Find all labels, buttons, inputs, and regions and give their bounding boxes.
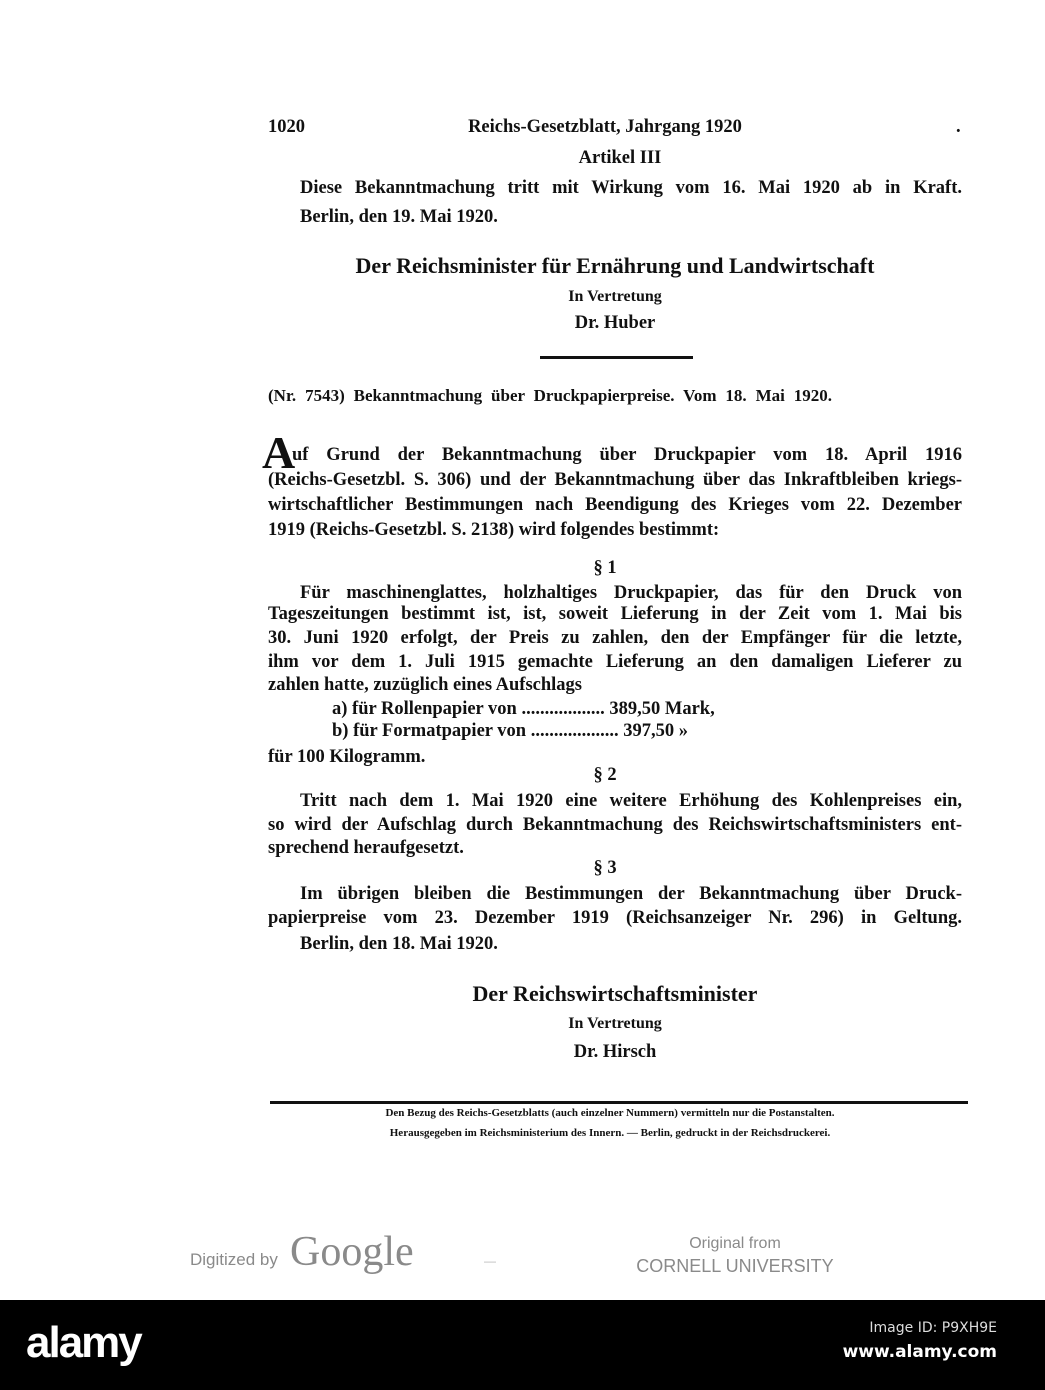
footer-line: Den Bezug des Reichs-Gesetzblatts (auch einzelner Nummern) vermitteln nur die Postanstalten. (385, 1107, 835, 1119)
section-line: Für maschinenglattes, holzhaltiges Druckpapier, das für den Druck von (300, 583, 962, 603)
section-tail: für 100 Kilogramm. (268, 747, 426, 767)
intro-line: wirtschaftlicher Bestimmungen nach Beendigung des Krieges vom 22. Dezember (268, 495, 962, 515)
place-date: Berlin, den 18. Mai 1920. (300, 934, 498, 954)
article-text: Diese Bekanntmachung tritt mit Wirkung vom 16. Mai 1920 ab in Kraft. (300, 178, 962, 198)
intro-line: (Reichs-Gesetzbl. S. 306) und der Bekanntmachung über das Inkraftbleiben kriegs- (268, 470, 962, 490)
running-title: Reichs-Gesetzblatt, Jahrgang 1920 (468, 117, 742, 137)
section-line: so wird der Aufschlag durch Bekanntmachung des Reichswirtschaftsministers ent- (268, 815, 962, 835)
section-line: 30. Juni 1920 erfolgt, der Preis zu zahlen, den der Empfänger für die letzte, (268, 628, 962, 648)
header-dot: . (956, 117, 961, 137)
signer: Dr. Hirsch (573, 1042, 657, 1062)
item-value: 397,50 (623, 721, 675, 741)
section-line: ihm vor dem 1. Juli 1915 gemachte Lieferung an den damaligen Lieferer zu (268, 652, 962, 672)
price-item-a (332, 698, 715, 720)
item-unit: Mark, (664, 699, 715, 719)
section-heading: § 1 (593, 558, 617, 578)
alamy-url: www.alamy.com (842, 1342, 997, 1362)
notice-title: (Nr. 7543) Bekanntmachung über Druckpapierpreise. Vom 18. Mai 1920. (268, 386, 832, 405)
item-label: b) für Formatpapier von (332, 721, 527, 741)
scan-dash: — (484, 1254, 496, 1268)
section-line: Im übrigen bleiben die Bestimmungen der Bekanntmachung über Druck- (300, 884, 962, 904)
section-line: papierpreise vom 23. Dezember 1919 (Reichsanzeiger Nr. 296) in Geltung. (268, 908, 962, 928)
in-vertretung: In Vertretung (568, 288, 662, 305)
google-logo: Google (290, 1229, 414, 1275)
intro-line: uf Grund der Bekanntmachung über Druckpapier vom 18. April 1916 (292, 445, 962, 465)
section-heading: § 2 (593, 765, 617, 785)
article-heading: Artikel III (578, 148, 662, 168)
alamy-logo: alamy (26, 1318, 141, 1367)
item-unit: » (678, 721, 688, 741)
signer-title: Der Reichsminister für Ernährung und Landwirtschaft (355, 253, 875, 278)
item-leader: ................... (530, 721, 619, 741)
item-leader: .................. (521, 699, 605, 719)
drop-cap: A (262, 427, 296, 478)
footer-line: Herausgegeben im Reichsministerium des Innern. — Berlin, gedruckt in der Reichsdruckerei. (389, 1127, 831, 1139)
item-label: a) für Rollenpapier von (332, 699, 517, 719)
in-vertretung: In Vertretung (568, 1015, 662, 1032)
place-date: Berlin, den 19. Mai 1920. (300, 207, 498, 227)
signer-title: Der Reichswirtschaftsminister (472, 981, 758, 1006)
watermark-bar (0, 1300, 1045, 1390)
separator-rule (540, 356, 693, 359)
section-line: Tageszeitungen bestimmt ist, ist, soweit Lieferung in der Zeit vom 1. Mai bis (268, 604, 962, 624)
section-line: zahlen hatte, zuzüglich eines Aufschlags (268, 675, 582, 695)
image-id: Image ID: P9XH9E (869, 1320, 997, 1336)
footer-rule (270, 1101, 968, 1104)
intro-line: 1919 (Reichs-Gesetzbl. S. 2138) wird folgendes bestimmt: (268, 520, 720, 540)
original-from: Original from (689, 1235, 781, 1252)
item-value: 389,50 (609, 699, 661, 719)
page-number: 1020 (268, 117, 305, 137)
digitized-by: Digitized by (190, 1250, 278, 1269)
section-heading: § 3 (593, 858, 617, 878)
section-line: Tritt nach dem 1. Mai 1920 eine weitere Erhöhung des Kohlenpreises ein, (300, 791, 962, 811)
section-line: sprechend heraufgesetzt. (268, 838, 464, 858)
signer: Dr. Huber (574, 313, 656, 333)
price-item-b (332, 720, 688, 742)
university-name: CORNELL UNIVERSITY (636, 1256, 834, 1276)
